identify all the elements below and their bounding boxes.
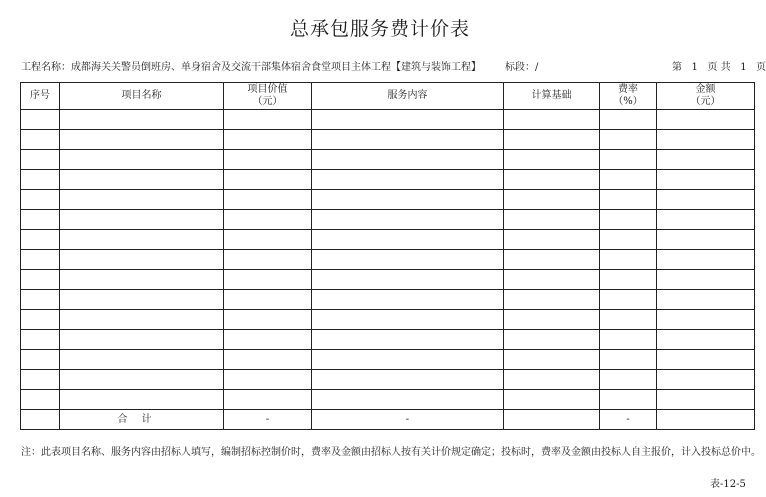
cell-seq — [21, 150, 60, 170]
cell-rate — [600, 290, 657, 310]
cell-rate — [600, 170, 657, 190]
cell-basis — [504, 270, 600, 290]
cell-basis — [504, 330, 600, 350]
cell-item-value — [224, 190, 312, 210]
cell-basis — [504, 370, 600, 390]
table-row — [21, 270, 755, 290]
section-label: 标段： — [505, 62, 535, 73]
total-label: 合计 — [60, 410, 224, 430]
cell-rate — [600, 230, 657, 250]
cell-rate — [600, 110, 657, 130]
cell-item-name — [60, 150, 224, 170]
cell-seq — [21, 210, 60, 230]
table-row — [21, 290, 755, 310]
cell-amount — [657, 390, 755, 410]
cell-item-name — [60, 270, 224, 290]
cell-basis — [504, 350, 600, 370]
cell-basis — [504, 390, 600, 410]
cell-seq — [21, 250, 60, 270]
cell-rate — [600, 310, 657, 330]
cell-seq — [21, 390, 60, 410]
cell-amount — [657, 270, 755, 290]
cell-basis — [504, 310, 600, 330]
cell-amount — [657, 330, 755, 350]
cell-seq — [21, 230, 60, 250]
cell-service — [312, 110, 504, 130]
table-row — [21, 370, 755, 390]
cell-rate — [600, 330, 657, 350]
cell-item-value — [224, 250, 312, 270]
table-row — [21, 390, 755, 410]
total-service: - — [312, 410, 504, 430]
cell-amount — [657, 310, 755, 330]
table-row — [21, 230, 755, 250]
page-suffix: 页 — [756, 62, 766, 73]
cell-item-name — [60, 310, 224, 330]
cell-item-name — [60, 350, 224, 370]
cell-rate — [600, 350, 657, 370]
table-row — [21, 330, 755, 350]
cell-seq — [21, 370, 60, 390]
section-value: / — [535, 62, 539, 73]
cell-seq — [21, 290, 60, 310]
header-rate-line1: 费率 — [618, 84, 638, 95]
form-code: 表-12-5 — [710, 479, 746, 490]
cell-basis — [504, 250, 600, 270]
total-seq-cell — [21, 410, 60, 430]
table-row — [21, 170, 755, 190]
header-rate — [600, 83, 657, 110]
table-row — [21, 210, 755, 230]
cell-basis — [504, 150, 600, 170]
cell-basis — [504, 190, 600, 210]
cell-service — [312, 310, 504, 330]
cell-seq — [21, 170, 60, 190]
cell-rate — [600, 150, 657, 170]
service-fee-table — [20, 82, 755, 430]
total-amount — [657, 410, 755, 430]
cell-service — [312, 350, 504, 370]
cell-item-value — [224, 130, 312, 150]
total-item-value: - — [224, 410, 312, 430]
cell-seq — [21, 130, 60, 150]
total-row — [21, 410, 755, 430]
header-amount-line1: 金额 — [695, 84, 716, 95]
cell-item-value — [224, 230, 312, 250]
project-label: 工程名称： — [21, 62, 71, 73]
cell-amount — [657, 150, 755, 170]
cell-item-name — [60, 110, 224, 130]
cell-item-name — [60, 250, 224, 270]
cell-amount — [657, 290, 755, 310]
page-mid: 页 共 — [707, 62, 731, 73]
cell-amount — [657, 230, 755, 250]
cell-basis — [504, 170, 600, 190]
table-row — [21, 190, 755, 210]
cell-item-value — [224, 390, 312, 410]
cell-rate — [600, 190, 657, 210]
cell-service — [312, 370, 504, 390]
cell-item-name — [60, 390, 224, 410]
cell-amount — [657, 350, 755, 370]
page-counter — [672, 58, 766, 73]
cell-rate — [600, 130, 657, 150]
page-prefix: 第 — [672, 62, 682, 73]
cell-service — [312, 170, 504, 190]
page-current: 1 — [691, 62, 698, 73]
table-row — [21, 110, 755, 130]
cell-item-name — [60, 330, 224, 350]
cell-service — [312, 330, 504, 350]
cell-amount — [657, 110, 755, 130]
header-amount-line2: （元） — [690, 96, 721, 107]
cell-basis — [504, 290, 600, 310]
cell-item-name — [60, 210, 224, 230]
cell-item-value — [224, 110, 312, 130]
cell-service — [312, 210, 504, 230]
cell-item-name — [60, 370, 224, 390]
header-rate-line2: （%） — [613, 96, 643, 107]
cell-service — [312, 290, 504, 310]
cell-seq — [21, 350, 60, 370]
cell-amount — [657, 210, 755, 230]
cell-item-value — [224, 350, 312, 370]
project-name: 成都海关关警员倒班房、单身宿舍及交流干部集体宿舍食堂项目主体工程【建筑与装饰工程】 — [71, 62, 481, 73]
cell-service — [312, 130, 504, 150]
header-item-value-line2: （元） — [252, 96, 283, 107]
project-info — [21, 58, 481, 73]
table-body — [21, 110, 755, 430]
cell-rate — [600, 270, 657, 290]
cell-item-name — [60, 290, 224, 310]
table-row — [21, 310, 755, 330]
cell-rate — [600, 370, 657, 390]
table-row — [21, 130, 755, 150]
cell-seq — [21, 310, 60, 330]
cell-amount — [657, 170, 755, 190]
cell-item-value — [224, 270, 312, 290]
cell-rate — [600, 390, 657, 410]
cell-basis — [504, 210, 600, 230]
header-item-name: 项目名称 — [60, 83, 224, 110]
cell-item-name — [60, 170, 224, 190]
cell-amount — [657, 190, 755, 210]
table-row — [21, 350, 755, 370]
cell-seq — [21, 190, 60, 210]
table-header-row — [21, 83, 755, 110]
cell-service — [312, 270, 504, 290]
cell-service — [312, 390, 504, 410]
cell-item-name — [60, 190, 224, 210]
total-basis — [504, 410, 600, 430]
cell-item-name — [60, 130, 224, 150]
cell-basis — [504, 130, 600, 150]
section-info — [505, 58, 538, 73]
header-item-value — [224, 83, 312, 110]
cell-item-value — [224, 310, 312, 330]
page-title: 总承包服务费计价表 — [289, 18, 470, 40]
footnote: 注：此表项目名称、服务内容由招标人填写，编制招标控制价时，费率及金额由招标人按有关计价规定确定；投标时，费率及金额由投标人自主报价，计入投标总价中。 — [21, 447, 761, 458]
cell-basis — [504, 230, 600, 250]
cell-item-value — [224, 170, 312, 190]
cell-service — [312, 250, 504, 270]
cell-service — [312, 150, 504, 170]
header-basis: 计算基础 — [504, 83, 600, 110]
cell-item-value — [224, 330, 312, 350]
total-rate: - — [600, 410, 657, 430]
table-row — [21, 150, 755, 170]
cell-seq — [21, 270, 60, 290]
header-service: 服务内容 — [312, 83, 504, 110]
cell-basis — [504, 110, 600, 130]
header-item-value-line1: 项目价值 — [247, 84, 288, 95]
cell-rate — [600, 210, 657, 230]
cell-service — [312, 230, 504, 250]
cell-item-name — [60, 230, 224, 250]
cell-amount — [657, 130, 755, 150]
page-total: 1 — [740, 62, 747, 73]
cell-amount — [657, 250, 755, 270]
cell-item-value — [224, 370, 312, 390]
header-amount — [657, 83, 755, 110]
cell-item-value — [224, 290, 312, 310]
cell-service — [312, 190, 504, 210]
cell-item-value — [224, 210, 312, 230]
cell-item-value — [224, 150, 312, 170]
header-seq: 序号 — [21, 83, 60, 110]
cell-seq — [21, 330, 60, 350]
cell-rate — [600, 250, 657, 270]
cell-amount — [657, 370, 755, 390]
cell-seq — [21, 110, 60, 130]
table-row — [21, 250, 755, 270]
